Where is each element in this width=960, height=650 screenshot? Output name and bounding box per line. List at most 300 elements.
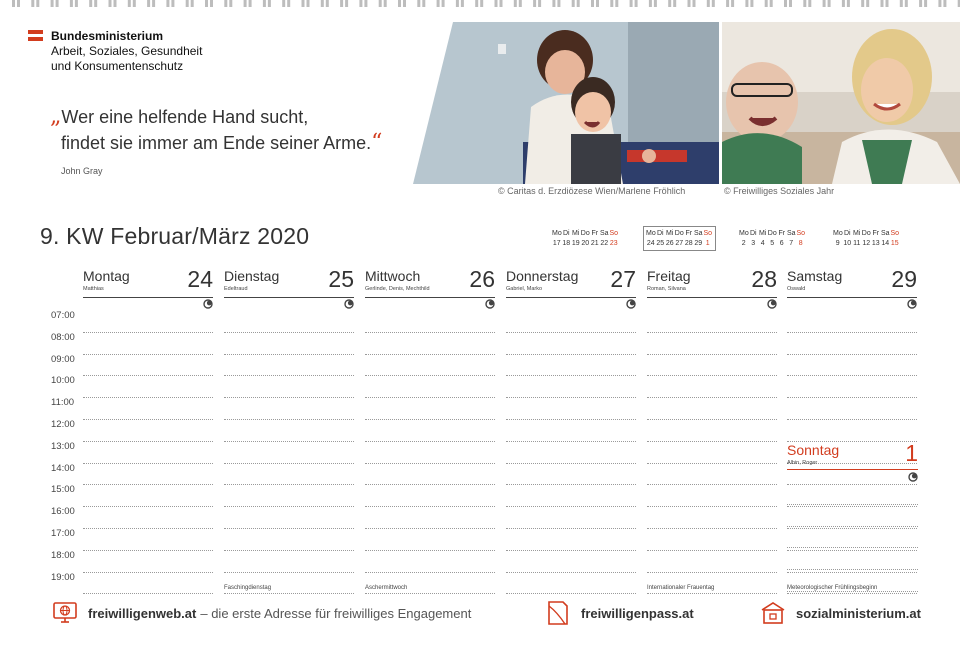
day: 6 xyxy=(779,240,784,247)
binding-ring xyxy=(538,0,541,7)
time-label: 15:00 xyxy=(51,484,75,496)
time-slot[interactable] xyxy=(647,420,777,442)
weekday: Di xyxy=(749,230,757,237)
day-header xyxy=(83,266,213,298)
binding-ring xyxy=(403,0,406,7)
day-column-freitag[interactable] xyxy=(647,266,777,594)
time-slot[interactable] xyxy=(647,573,777,595)
time-slot[interactable] xyxy=(83,442,213,464)
footer-pass-link[interactable]: freiwilligenpass.at xyxy=(581,605,694,621)
weekday: Do xyxy=(861,230,871,237)
time-slot[interactable] xyxy=(506,311,636,333)
day: 26 xyxy=(665,240,674,247)
quote-line-2 xyxy=(61,130,430,156)
binding-ring xyxy=(803,0,806,7)
binding-ring xyxy=(596,0,599,7)
binding-ring xyxy=(866,0,869,7)
day: 18 xyxy=(562,240,571,247)
binding-ring xyxy=(615,0,618,7)
time-slot[interactable] xyxy=(365,464,495,486)
weekday-sunday: So xyxy=(703,230,713,237)
sun-moon-icon xyxy=(203,299,213,309)
binding-ring xyxy=(707,0,710,7)
day: 10 xyxy=(843,240,852,247)
weekday: Mi xyxy=(666,230,674,237)
day-name: Donnerstag xyxy=(506,268,579,284)
time-label: 12:00 xyxy=(51,418,75,430)
binding-ring xyxy=(12,0,15,7)
time-slot[interactable] xyxy=(787,420,917,442)
mini-calendar-days xyxy=(739,239,806,249)
day: 12 xyxy=(862,240,871,247)
weekday: Di xyxy=(562,230,570,237)
binding-ring xyxy=(152,0,155,7)
sun-moon-icon xyxy=(907,299,917,309)
footer-freiwilligenweb[interactable] xyxy=(52,598,471,628)
time-slot[interactable] xyxy=(506,573,636,595)
time-label: 19:00 xyxy=(51,571,75,583)
day: 11 xyxy=(853,240,861,247)
quote-block xyxy=(50,104,430,176)
time-slot[interactable] xyxy=(787,311,917,333)
time-slot[interactable] xyxy=(787,505,918,527)
austria-flag-icon xyxy=(28,30,43,41)
photo-credit-caritas: © Caritas d. Erzdiözese Wien/Marlene Fröhlich xyxy=(498,186,686,196)
time-slot[interactable] xyxy=(365,573,495,595)
footer-freiwilligenpass[interactable] xyxy=(545,598,694,628)
time-label: 10:00 xyxy=(51,375,75,387)
binding-ring xyxy=(31,0,34,7)
time-slot[interactable] xyxy=(506,485,636,507)
binding-ring xyxy=(784,0,787,7)
binding-ring xyxy=(442,0,445,7)
time-slot[interactable] xyxy=(787,548,918,570)
time-label: 17:00 xyxy=(51,527,75,539)
time-slot[interactable] xyxy=(224,485,354,507)
day-sunday: 15 xyxy=(890,240,899,247)
weekday: Fr xyxy=(685,230,693,237)
binding-ring xyxy=(938,0,941,7)
time-slot[interactable] xyxy=(647,485,777,507)
time-slot[interactable] xyxy=(365,420,495,442)
weekday: Mi xyxy=(853,230,861,237)
time-slot[interactable] xyxy=(224,420,354,442)
time-slot[interactable] xyxy=(365,551,495,573)
binding-ring xyxy=(919,0,922,7)
footer-web-tagline: – die erste Adresse für freiwilliges Engagement xyxy=(200,605,472,621)
binding-ring xyxy=(924,0,927,7)
binding-ring xyxy=(905,0,908,7)
time-slot[interactable] xyxy=(647,398,777,420)
sun-moon-icon xyxy=(908,472,918,482)
time-slot[interactable] xyxy=(224,442,354,464)
week-title: 9. KW Februar/März 2020 xyxy=(40,223,310,249)
time-slot[interactable] xyxy=(83,355,213,377)
mini-calendar-days xyxy=(646,239,713,249)
mini-calendar-header xyxy=(833,229,900,239)
day: 14 xyxy=(881,240,890,247)
footer-web-link[interactable]: freiwilligenweb.at xyxy=(88,605,197,621)
binding-ring xyxy=(287,0,290,7)
time-slot[interactable] xyxy=(83,398,213,420)
time-slot[interactable] xyxy=(224,464,354,486)
computer-globe-icon xyxy=(52,600,78,626)
binding-ring xyxy=(745,0,748,7)
weekday: Fr xyxy=(778,230,786,237)
time-slot[interactable] xyxy=(224,355,354,377)
binding-ring xyxy=(186,0,189,7)
time-slot[interactable] xyxy=(224,333,354,355)
time-slot[interactable] xyxy=(83,311,213,333)
weekday: Mo xyxy=(833,230,843,237)
day-name: Mittwoch xyxy=(365,268,421,284)
binding-ring xyxy=(398,0,401,7)
binding-ring xyxy=(750,0,753,7)
time-slot[interactable] xyxy=(787,483,918,505)
time-slot[interactable] xyxy=(83,485,213,507)
sun-moon-icon xyxy=(344,299,354,309)
time-slot[interactable] xyxy=(365,398,495,420)
weekday: Do xyxy=(674,230,684,237)
sun-moon-icon xyxy=(767,299,777,309)
weekday-sunday: So xyxy=(890,230,900,237)
time-slot[interactable] xyxy=(83,529,213,551)
time-slot[interactable] xyxy=(647,376,777,398)
binding-ring xyxy=(36,0,39,7)
binding-ring xyxy=(533,0,536,7)
time-slot[interactable] xyxy=(224,573,354,595)
time-slot[interactable] xyxy=(83,464,213,486)
flag-stripe-bottom xyxy=(28,37,43,41)
day-column-montag[interactable] xyxy=(83,266,213,594)
time-slot[interactable] xyxy=(506,376,636,398)
time-label: 18:00 xyxy=(51,549,75,561)
binding-ring xyxy=(89,0,92,7)
time-slot[interactable] xyxy=(506,507,636,529)
day-number: 28 xyxy=(751,266,777,292)
binding-ring xyxy=(552,0,555,7)
day-number: 26 xyxy=(469,266,495,292)
weekday: Mi xyxy=(759,230,767,237)
time-label: 14:00 xyxy=(51,462,75,474)
time-slot[interactable] xyxy=(83,333,213,355)
binding-ring xyxy=(900,0,903,7)
binding-ring xyxy=(56,0,59,7)
photo-freiwilliges-jahr xyxy=(722,22,960,184)
time-slot[interactable] xyxy=(647,442,777,464)
time-slot[interactable] xyxy=(506,398,636,420)
day-saints: Edeltraud xyxy=(224,286,248,292)
binding-ring xyxy=(229,0,232,7)
binding-ring xyxy=(828,0,831,7)
binding-ring xyxy=(842,0,845,7)
day: 2 xyxy=(741,240,746,247)
mini-calendar-week-after xyxy=(833,229,900,249)
quote-close-mark: “ xyxy=(371,130,383,155)
binding-ring xyxy=(726,0,729,7)
time-slot[interactable] xyxy=(506,333,636,355)
binding-ring xyxy=(500,0,503,7)
binding-ring xyxy=(191,0,194,7)
mini-calendar-next-week xyxy=(739,229,806,249)
day-name: Montag xyxy=(83,268,130,284)
mini-calendar-days xyxy=(552,239,619,249)
quote-text-2: findet sie immer am Ende seiner Arme. xyxy=(61,133,372,153)
day-column-donnerstag[interactable] xyxy=(506,266,636,594)
binding-ring xyxy=(133,0,136,7)
time-slot[interactable] xyxy=(647,464,777,486)
day-saints: Albin, Roger xyxy=(787,460,818,466)
day-header xyxy=(365,266,495,298)
binding-ring xyxy=(128,0,131,7)
binding-ring xyxy=(302,0,305,7)
day: 4 xyxy=(760,240,765,247)
quote-open-mark: „ xyxy=(50,104,62,129)
binding-ring xyxy=(114,0,117,7)
weekday: Sa xyxy=(693,230,703,237)
binding-ring xyxy=(321,0,324,7)
day-column-dienstag[interactable] xyxy=(224,266,354,594)
day-sunday: 1 xyxy=(705,240,710,247)
binding-ring xyxy=(731,0,734,7)
binding-ring xyxy=(70,0,73,7)
binding-ring xyxy=(249,0,252,7)
day: 27 xyxy=(675,240,684,247)
binding-ring xyxy=(171,0,174,7)
mini-calendar-current-week xyxy=(643,226,716,251)
holiday-note: Internationaler Frauentag xyxy=(647,585,715,592)
binding-ring xyxy=(480,0,483,7)
day-name: Freitag xyxy=(647,268,691,284)
binding-ring xyxy=(359,0,362,7)
time-slot[interactable] xyxy=(647,529,777,551)
time-slot[interactable] xyxy=(647,551,777,573)
time-slot[interactable] xyxy=(506,355,636,377)
time-slot[interactable] xyxy=(787,398,917,420)
time-slot[interactable] xyxy=(224,376,354,398)
sun-moon-icon xyxy=(626,299,636,309)
day: 21 xyxy=(590,240,599,247)
time-slot[interactable] xyxy=(224,311,354,333)
holiday-note: Faschingdienstag xyxy=(224,585,272,592)
holiday-note: Meteorologischer Frühlingsbeginn xyxy=(787,585,878,592)
time-slot[interactable] xyxy=(787,376,917,398)
binding-ring xyxy=(635,0,638,7)
day-sunday: 8 xyxy=(798,240,803,247)
weekday: Di xyxy=(656,230,664,237)
binding-ring xyxy=(422,0,425,7)
weekday: Di xyxy=(843,230,851,237)
time-slot[interactable] xyxy=(506,551,636,573)
time-slot[interactable] xyxy=(83,573,213,595)
quote-author: John Gray xyxy=(61,166,103,176)
time-slot[interactable] xyxy=(224,398,354,420)
day: 24 xyxy=(646,240,655,247)
mini-calendar-prev-week xyxy=(552,229,619,249)
day: 3 xyxy=(751,240,756,247)
time-slot[interactable] xyxy=(83,551,213,573)
binding-ring xyxy=(17,0,20,7)
day-column-mittwoch[interactable] xyxy=(365,266,495,594)
time-label: 11:00 xyxy=(51,397,75,409)
binding-ring xyxy=(109,0,112,7)
day-header xyxy=(787,440,918,470)
time-slot[interactable] xyxy=(787,570,918,592)
weekday: Do xyxy=(767,230,777,237)
day: 28 xyxy=(684,240,693,247)
time-slot[interactable] xyxy=(647,333,777,355)
binding-ring xyxy=(51,0,54,7)
time-slot[interactable] xyxy=(647,507,777,529)
day-column-sunday[interactable] xyxy=(787,440,918,592)
binding-ring xyxy=(881,0,884,7)
mini-calendar-header xyxy=(552,229,619,239)
ministry-name xyxy=(51,29,388,74)
time-label: 09:00 xyxy=(51,353,75,365)
binding-ring xyxy=(770,0,773,7)
time-label: 07:00 xyxy=(51,310,75,321)
binding-ring xyxy=(326,0,329,7)
binding-ring xyxy=(307,0,310,7)
sun-moon-icon xyxy=(485,299,495,309)
time-slot[interactable] xyxy=(787,355,917,377)
binding-ring xyxy=(75,0,78,7)
binding-ring xyxy=(147,0,150,7)
day-number: 25 xyxy=(328,266,354,292)
day-saints: Gabriel, Marko xyxy=(506,286,543,292)
quote-text-1: Wer eine helfende Hand sucht, xyxy=(61,107,309,127)
binding-ring xyxy=(808,0,811,7)
weekday: Sa xyxy=(786,230,796,237)
binding-ring xyxy=(268,0,271,7)
day-number: 24 xyxy=(187,266,213,292)
weekday: Fr xyxy=(591,230,599,237)
time-slot[interactable] xyxy=(506,442,636,464)
document-pass-icon xyxy=(545,600,571,626)
binding-ring xyxy=(244,0,247,7)
weekday-sunday: So xyxy=(796,230,806,237)
time-slot[interactable] xyxy=(365,311,495,333)
holiday-note: Aschermittwoch xyxy=(365,585,408,592)
time-slot[interactable] xyxy=(506,464,636,486)
day: 13 xyxy=(871,240,880,247)
day-sunday: 23 xyxy=(609,240,618,247)
quote-line-1 xyxy=(50,104,430,130)
time-slot[interactable] xyxy=(365,529,495,551)
binding-ring xyxy=(712,0,715,7)
time-slot[interactable] xyxy=(83,507,213,529)
binding-ring xyxy=(630,0,633,7)
time-slot[interactable] xyxy=(365,507,495,529)
mini-calendar-header xyxy=(739,229,806,239)
binding-ring xyxy=(345,0,348,7)
binding-ring xyxy=(417,0,420,7)
time-slot[interactable] xyxy=(83,376,213,398)
binding-ring xyxy=(673,0,676,7)
time-slot[interactable] xyxy=(647,355,777,377)
day-number: 29 xyxy=(891,266,917,292)
binding-ring xyxy=(789,0,792,7)
binding-ring xyxy=(649,0,652,7)
binding-ring xyxy=(340,0,343,7)
binding-ring xyxy=(688,0,691,7)
weekday-sunday: So xyxy=(609,230,619,237)
day-saints: Gerlinde, Denis, Mechthild xyxy=(365,286,430,292)
binding-ring xyxy=(166,0,169,7)
building-icon xyxy=(760,600,786,626)
time-slot[interactable] xyxy=(365,355,495,377)
time-slot[interactable] xyxy=(365,442,495,464)
time-labels xyxy=(51,310,75,593)
footer xyxy=(0,598,960,628)
binding-ring xyxy=(475,0,478,7)
time-slot[interactable] xyxy=(647,311,777,333)
time-slot[interactable] xyxy=(787,333,917,355)
binding-ring xyxy=(514,0,517,7)
day: 9 xyxy=(835,240,840,247)
time-slot[interactable] xyxy=(506,529,636,551)
day-number: 27 xyxy=(610,266,636,292)
time-label: 16:00 xyxy=(51,506,75,518)
time-slot[interactable] xyxy=(224,551,354,573)
mini-calendar-header xyxy=(646,229,713,239)
binding-ring xyxy=(456,0,459,7)
time-slot[interactable] xyxy=(506,420,636,442)
mini-calendar-days xyxy=(833,239,900,249)
binding-ring xyxy=(495,0,498,7)
time-label: 08:00 xyxy=(51,331,75,343)
binding-ring xyxy=(224,0,227,7)
time-label: 13:00 xyxy=(51,440,75,452)
day: 25 xyxy=(656,240,665,247)
binding-ring xyxy=(847,0,850,7)
time-slot[interactable] xyxy=(365,333,495,355)
time-slot[interactable] xyxy=(224,529,354,551)
weekday: Sa xyxy=(599,230,609,237)
day: 19 xyxy=(571,240,580,247)
time-slot[interactable] xyxy=(224,507,354,529)
footer-sozialministerium[interactable] xyxy=(760,598,921,628)
binding-ring xyxy=(263,0,266,7)
binding-ring xyxy=(886,0,889,7)
binding-ring xyxy=(461,0,464,7)
day-header xyxy=(224,266,354,298)
photo-caritas xyxy=(413,22,719,184)
day: 5 xyxy=(770,240,775,247)
binding-ring xyxy=(379,0,382,7)
binding-ring xyxy=(654,0,657,7)
ministry-logo xyxy=(28,29,388,74)
time-slot[interactable] xyxy=(787,527,918,549)
spiral-binding xyxy=(0,0,960,8)
binding-ring xyxy=(519,0,522,7)
time-slot[interactable] xyxy=(365,376,495,398)
time-slot[interactable] xyxy=(83,420,213,442)
weekday: Mo xyxy=(646,230,656,237)
binding-ring xyxy=(591,0,594,7)
day: 20 xyxy=(581,240,590,247)
time-slot[interactable] xyxy=(365,485,495,507)
weekday: Mi xyxy=(572,230,580,237)
day-saints: Roman, Silvana xyxy=(647,286,686,292)
weekday: Fr xyxy=(872,230,880,237)
binding-ring xyxy=(572,0,575,7)
binding-ring xyxy=(668,0,671,7)
binding-ring xyxy=(610,0,613,7)
binding-ring xyxy=(205,0,208,7)
footer-ministry-link[interactable]: sozialministerium.at xyxy=(796,605,921,621)
ministry-line-1: Bundesministerium xyxy=(51,29,164,43)
